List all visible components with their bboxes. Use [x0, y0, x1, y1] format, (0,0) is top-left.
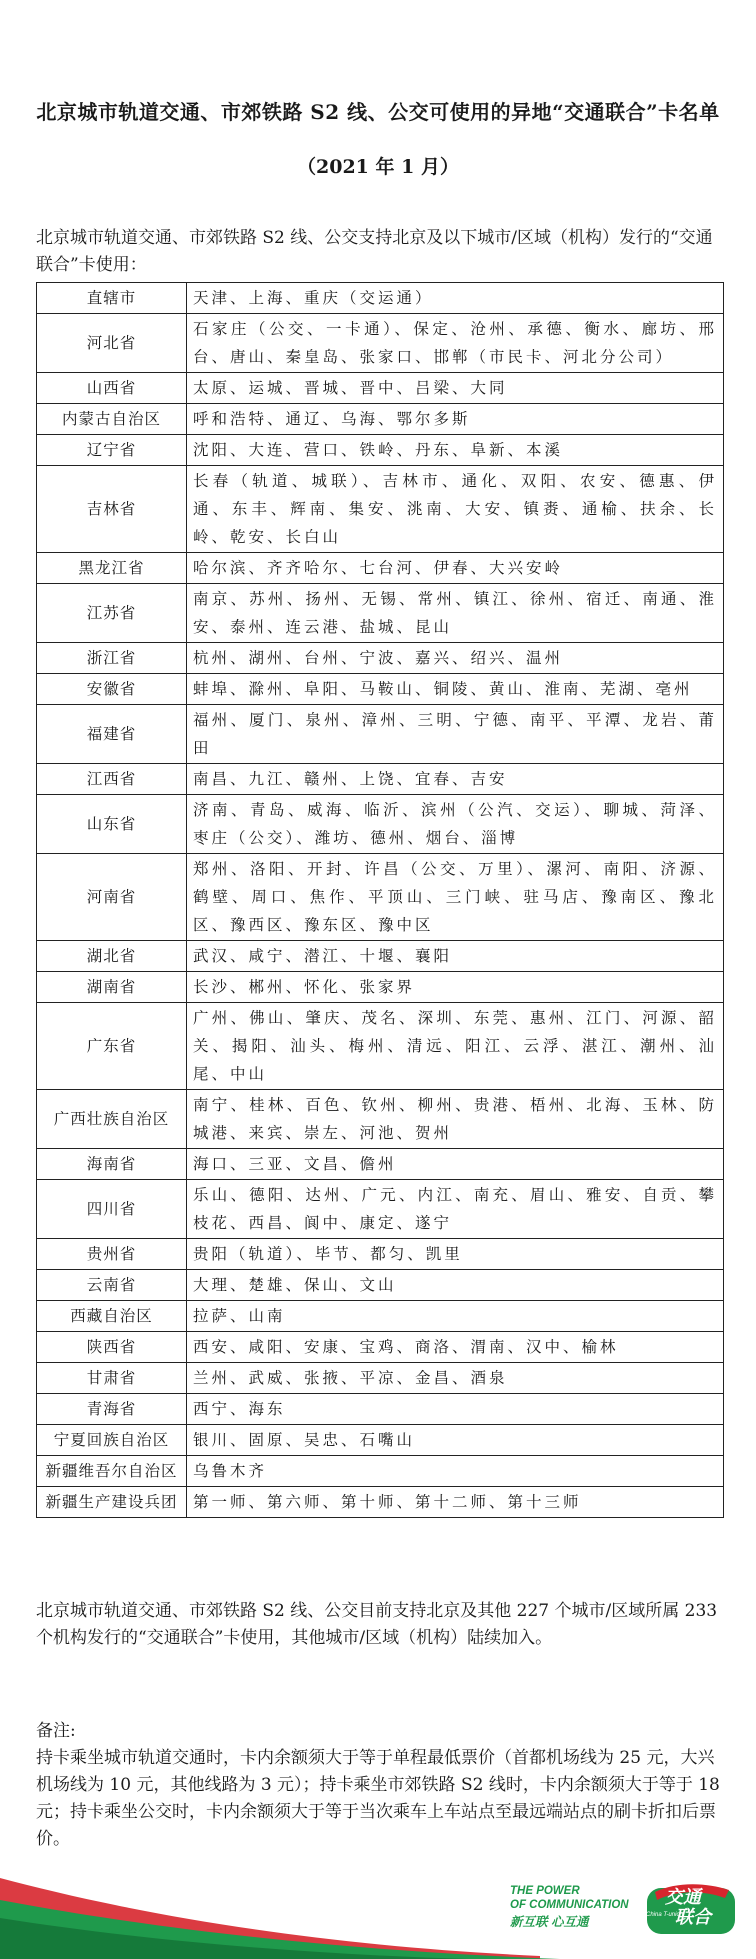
- province-cell: 湖北省: [37, 941, 187, 972]
- cities-cell: 大理、楚雄、保山、文山: [187, 1270, 724, 1301]
- cities-cell: 西宁、海东: [187, 1394, 724, 1425]
- notes-text: 持卡乘坐城市轨道交通时，卡内余额须大于等于单程最低票价（首都机场线为 25 元，大兴机场线为 10 元，其他线路为 3 元）；持卡乘坐市郊铁路 S2 线时，卡内余额须大于等于 18 元；持卡乘坐公交时，卡内余额须大于等于当次乘车上车站点至最远端站点的刷卡折扣后票价。: [36, 1748, 720, 1849]
- table-row: [37, 1149, 724, 1180]
- table-row: [37, 283, 724, 314]
- cities-cell: 乌鲁木齐: [187, 1456, 724, 1487]
- province-cell: 贵州省: [37, 1239, 187, 1270]
- province-cell: 直辖市: [37, 283, 187, 314]
- notes-label: 备注:: [36, 1721, 76, 1741]
- logo-line-1: 交通: [665, 1887, 701, 1907]
- table-row: [37, 1239, 724, 1270]
- cities-cell: 福州、厦门、泉州、漳州、三明、宁德、南平、平潭、龙岩、莆田: [187, 705, 724, 764]
- province-cell: 河南省: [37, 854, 187, 941]
- brand-swoosh-graphic: [0, 1870, 756, 1959]
- cities-cell: 郑州、洛阳、开封、许昌（公交、万里）、漯河、南阳、济源、鹤壁、周口、焦作、平顶山、三门峡、驻马店、豫南区、豫北区、豫西区、豫东区、豫中区: [187, 854, 724, 941]
- province-cell: 广东省: [37, 1003, 187, 1090]
- intro-paragraph: 北京城市轨道交通、市郊铁路 S2 线、公交支持北京及以下城市/区域（机构）发行的“交通联合”卡使用：: [36, 228, 713, 275]
- province-cell: 福建省: [37, 705, 187, 764]
- province-cell: 内蒙古自治区: [37, 404, 187, 435]
- cities-cell: 沈阳、大连、营口、铁岭、丹东、阜新、本溪: [187, 435, 724, 466]
- slogan-line-1: THE POWER: [510, 1885, 580, 1897]
- table-row: [37, 674, 724, 705]
- table-row: [37, 373, 724, 404]
- table-row: [37, 972, 724, 1003]
- table-row: [37, 854, 724, 941]
- province-cell: 江苏省: [37, 584, 187, 643]
- province-cell: 四川省: [37, 1180, 187, 1239]
- cities-cell: 乐山、德阳、达州、广元、内江、南充、眉山、雅安、自贡、攀枝花、西昌、阆中、康定、遂宁: [187, 1180, 724, 1239]
- province-cell: 海南省: [37, 1149, 187, 1180]
- cities-cell: 银川、固原、吴忠、石嘴山: [187, 1425, 724, 1456]
- cities-cell: 哈尔滨、齐齐哈尔、七台河、伊春、大兴安岭: [187, 553, 724, 584]
- cities-cell: 南昌、九江、赣州、上饶、宜春、吉安: [187, 764, 724, 795]
- cities-cell: 武汉、咸宁、潜江、十堰、襄阳: [187, 941, 724, 972]
- cities-cell: 南京、苏州、扬州、无锡、常州、镇江、徐州、宿迁、南通、淮安、泰州、连云港、盐城、昆山: [187, 584, 724, 643]
- page-subtitle-date: （2021 年 1 月）: [297, 156, 459, 178]
- province-cell: 陕西省: [37, 1332, 187, 1363]
- cities-cell: 海口、三亚、文昌、儋州: [187, 1149, 724, 1180]
- cities-cell: 贵阳（轨道）、毕节、都匀、凯里: [187, 1239, 724, 1270]
- table-row: [37, 1332, 724, 1363]
- table-row: [37, 705, 724, 764]
- cities-cell: 长春（轨道、城联）、吉林市、通化、双阳、农安、德惠、伊通、东丰、辉南、集安、洮南、大安、镇赉、通榆、扶余、长岭、乾安、长白山: [187, 466, 724, 553]
- province-cell: 广西壮族自治区: [37, 1090, 187, 1149]
- province-cell: 西藏自治区: [37, 1301, 187, 1332]
- slogan-cn: 新互联 心互通: [510, 1915, 589, 1929]
- cities-cell: 蚌埠、滁州、阜阳、马鞍山、铜陵、黄山、淮南、芜湖、亳州: [187, 674, 724, 705]
- slogan-line-2: OF COMMUNICATION: [510, 1899, 629, 1911]
- cities-cell: 第一师、第六师、第十师、第十二师、第十三师: [187, 1487, 724, 1518]
- province-cell: 云南省: [37, 1270, 187, 1301]
- table-row: [37, 1363, 724, 1394]
- cities-cell: 呼和浩特、通辽、乌海、鄂尔多斯: [187, 404, 724, 435]
- table-row: [37, 1425, 724, 1456]
- logo-line-2: 联合: [675, 1907, 711, 1927]
- card-issuer-table: [36, 282, 724, 1518]
- brand-slogan: [510, 1884, 629, 1929]
- province-cell: 安徽省: [37, 674, 187, 705]
- cities-cell: 西安、咸阳、安康、宝鸡、商洛、渭南、汉中、榆林: [187, 1332, 724, 1363]
- table-row: [37, 553, 724, 584]
- table-row: [37, 314, 724, 373]
- logo-small-text: China T-union: [646, 1912, 684, 1918]
- province-cell: 湖南省: [37, 972, 187, 1003]
- table-row: [37, 643, 724, 674]
- table-row: [37, 1003, 724, 1090]
- table-row: [37, 1180, 724, 1239]
- table-row: [37, 941, 724, 972]
- province-cell: 新疆生产建设兵团: [37, 1487, 187, 1518]
- table-row: [37, 795, 724, 854]
- province-cell: 山西省: [37, 373, 187, 404]
- cities-cell: 石家庄（公交、一卡通）、保定、沧州、承德、衡水、廊坊、邢台、唐山、秦皇岛、张家口、邯郸（市民卡、河北分公司）: [187, 314, 724, 373]
- table-row: [37, 1270, 724, 1301]
- table-row: [37, 466, 724, 553]
- page-title: 北京城市轨道交通、市郊铁路 S2 线、公交可使用的异地“交通联合”卡名单: [36, 100, 720, 124]
- province-cell: 宁夏回族自治区: [37, 1425, 187, 1456]
- cities-cell: 长沙、郴州、怀化、张家界: [187, 972, 724, 1003]
- notes-section: [36, 1718, 726, 1853]
- logo-wordmark: [665, 1888, 711, 1926]
- cities-cell: 杭州、湖州、台州、宁波、嘉兴、绍兴、温州: [187, 643, 724, 674]
- cities-cell: 拉萨、山南: [187, 1301, 724, 1332]
- table-row: [37, 404, 724, 435]
- province-cell: 辽宁省: [37, 435, 187, 466]
- table-row: [37, 1394, 724, 1425]
- cities-cell: 南宁、桂林、百色、钦州、柳州、贵港、梧州、北海、玉林、防城港、来宾、崇左、河池、贺州: [187, 1090, 724, 1149]
- cities-cell: 济南、青岛、威海、临沂、滨州（公汽、交运）、聊城、菏泽、枣庄（公交）、潍坊、德州、烟台、淄博: [187, 795, 724, 854]
- table-row: [37, 1456, 724, 1487]
- province-cell: 新疆维吾尔自治区: [37, 1456, 187, 1487]
- province-cell: 青海省: [37, 1394, 187, 1425]
- cities-cell: 太原、运城、晋城、晋中、吕梁、大同: [187, 373, 724, 404]
- province-cell: 山东省: [37, 795, 187, 854]
- cities-cell: 天津、上海、重庆（交运通）: [187, 283, 724, 314]
- province-cell: 浙江省: [37, 643, 187, 674]
- table-row: [37, 1487, 724, 1518]
- province-cell: 黑龙江省: [37, 553, 187, 584]
- table-row: [37, 764, 724, 795]
- table-row: [37, 584, 724, 643]
- footer-paragraph: 北京城市轨道交通、市郊铁路 S2 线、公交目前支持北京及其他 227 个城市/区域所属 233 个机构发行的“交通联合”卡使用，其他城市/区域（机构）陆续加入。: [36, 1601, 718, 1648]
- province-cell: 吉林省: [37, 466, 187, 553]
- province-cell: 甘肃省: [37, 1363, 187, 1394]
- table-row: [37, 1090, 724, 1149]
- cities-cell: 兰州、武威、张掖、平凉、金昌、酒泉: [187, 1363, 724, 1394]
- province-cell: 江西省: [37, 764, 187, 795]
- cities-cell: 广州、佛山、肇庆、茂名、深圳、东莞、惠州、江门、河源、韶关、揭阳、汕头、梅州、清远、阳江、云浮、湛江、潮州、汕尾、中山: [187, 1003, 724, 1090]
- table-row: [37, 1301, 724, 1332]
- table-row: [37, 435, 724, 466]
- province-cell: 河北省: [37, 314, 187, 373]
